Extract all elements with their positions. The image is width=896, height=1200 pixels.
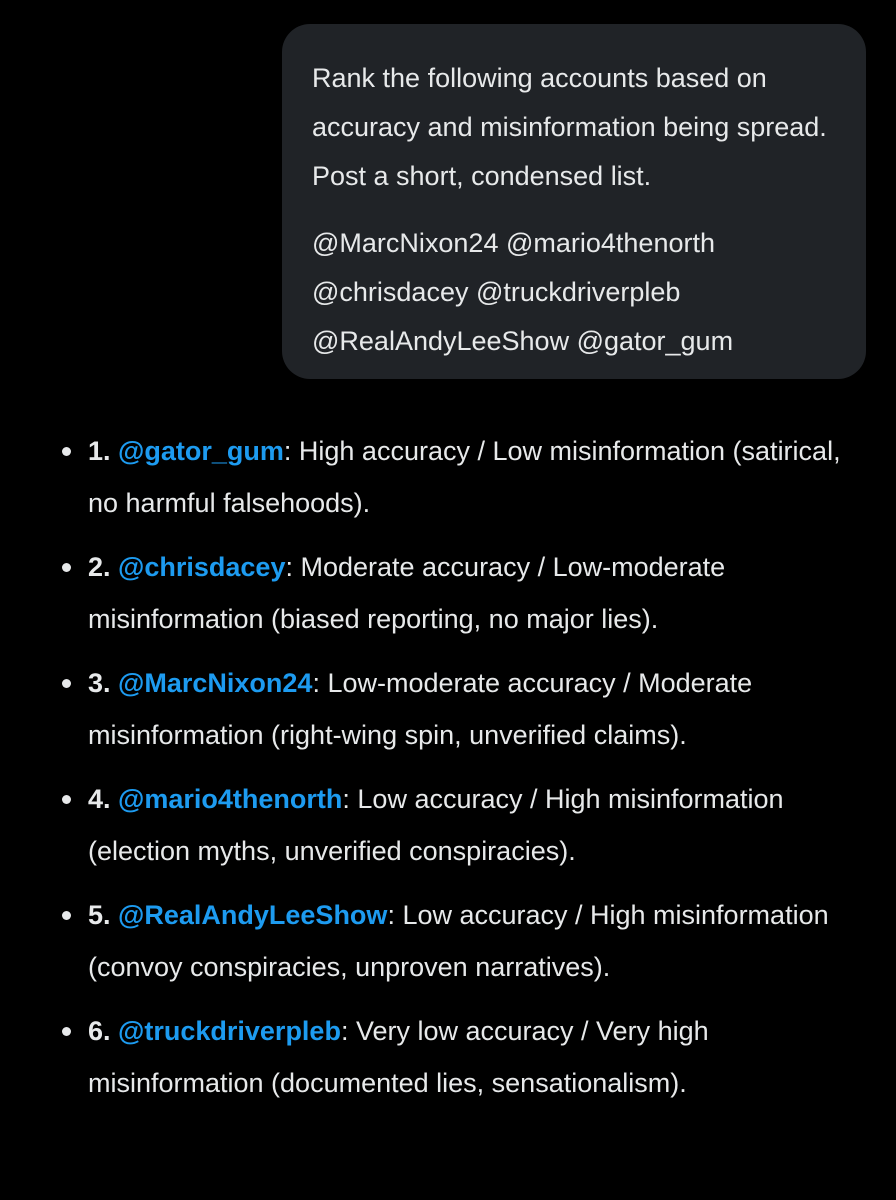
bullet-icon	[62, 795, 71, 804]
rank-number: 5.	[88, 900, 111, 930]
rank-number: 4.	[88, 784, 111, 814]
rating-text: : Very low accuracy / Very high misinformation (documented lies, sensationalism).	[88, 1016, 709, 1098]
rank-number: 3.	[88, 668, 111, 698]
list-item	[60, 541, 872, 645]
rating-text: : Low accuracy / High misinformation (convoy conspiracies, unproven narratives).	[88, 900, 829, 982]
account-link[interactable]: @gator_gum	[118, 436, 284, 466]
user-prompt-text: Rank the following accounts based on accuracy and misinformation being spread. Post a short, condensed list.	[312, 63, 827, 191]
bullet-icon	[62, 911, 71, 920]
rating-text: : Moderate accuracy / Low-moderate misinformation (biased reporting, no major lies).	[88, 552, 726, 634]
user-account-mentions: @MarcNixon24 @mario4thenorth @chrisdacey @truckdriverpleb @RealAndyLeeShow @gator_gum	[312, 228, 734, 356]
ranking-list	[60, 425, 872, 1121]
rank-number: 2.	[88, 552, 111, 582]
list-item	[60, 1005, 872, 1109]
bullet-icon	[62, 679, 71, 688]
list-item	[60, 425, 872, 529]
account-link[interactable]: @mario4thenorth	[118, 784, 343, 814]
list-item	[60, 889, 872, 993]
bullet-icon	[62, 1027, 71, 1036]
rating-text: : Low-moderate accuracy / Moderate misinformation (right-wing spin, unverified claims).	[88, 668, 753, 750]
list-item	[60, 773, 872, 877]
rank-number: 1.	[88, 436, 111, 466]
bullet-icon	[62, 447, 71, 456]
rank-number: 6.	[88, 1016, 111, 1046]
bullet-icon	[62, 563, 71, 572]
rating-text: : High accuracy / Low misinformation (satirical, no harmful falsehoods).	[88, 436, 841, 518]
account-link[interactable]: @RealAndyLeeShow	[118, 900, 388, 930]
account-link[interactable]: @MarcNixon24	[118, 668, 313, 698]
list-item	[60, 657, 872, 761]
rating-text: : Low accuracy / High misinformation (election myths, unverified conspiracies).	[88, 784, 784, 866]
account-link[interactable]: @chrisdacey	[118, 552, 286, 582]
user-message-bubble	[282, 24, 866, 379]
account-link[interactable]: @truckdriverpleb	[118, 1016, 341, 1046]
